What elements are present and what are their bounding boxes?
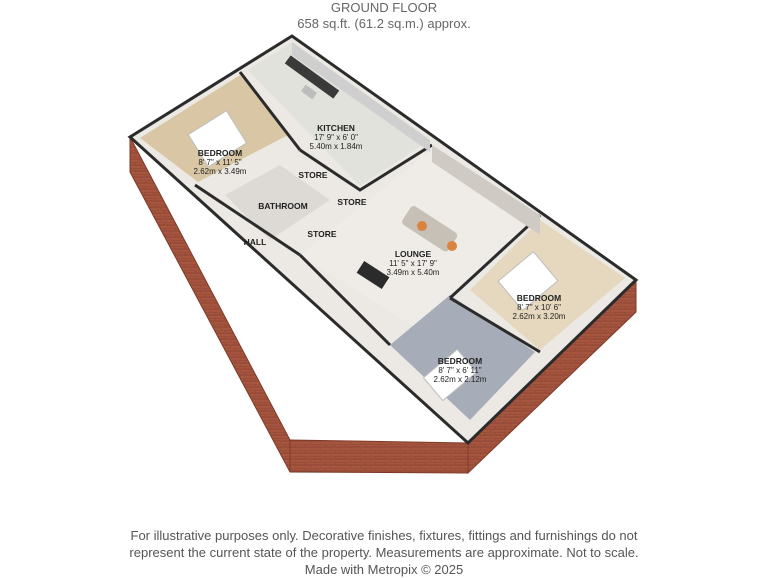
bedroom-bottom-dim-imperial: 8' 7" x 6' 11": [438, 366, 482, 375]
floor-title: GROUND FLOOR: [330, 0, 438, 15]
exterior-wall-bottom: [290, 440, 468, 473]
kitchen-dim-imperial: 17' 9" x 6' 0": [314, 133, 358, 142]
bedroom-bottom-dim-metric: 2.62m x 2.12m: [433, 375, 487, 384]
cushion-icon-2: [447, 241, 457, 251]
floor-area: 658 sq.ft. (61.2 sq.m.) approx.: [297, 16, 471, 31]
store-2-name: STORE: [337, 197, 367, 207]
lounge-name: LOUNGE: [394, 249, 432, 259]
bedroom-right-name: BEDROOM: [516, 293, 562, 303]
hall-name: HALL: [243, 237, 267, 247]
credit-line: Made with Metropix © 2025: [304, 562, 464, 577]
disclaimer-line-1: For illustrative purposes only. Decorative finishes, fixtures, fittings and furnishings do not: [130, 528, 638, 543]
lounge-dim-imperial: 11' 5" x 17' 9": [389, 259, 437, 268]
store-1-name: STORE: [298, 170, 328, 180]
kitchen-name: KITCHEN: [317, 123, 355, 133]
kitchen-dim-metric: 5.40m x 1.84m: [309, 142, 363, 151]
disclaimer-line-2: represent the current state of the property. Measurements are approximate. Not to scale.: [129, 545, 639, 560]
bathroom-name: BATHROOM: [258, 201, 308, 211]
bedroom-bottom-name: BEDROOM: [437, 356, 483, 366]
bedroom-top-dim-imperial: 8' 7" x 11' 5": [198, 158, 242, 167]
bedroom-right-dim-metric: 2.62m x 3.20m: [512, 312, 566, 321]
disclaimer: [0, 527, 768, 578]
store-3-name: STORE: [307, 229, 337, 239]
bedroom-top-dim-metric: 2.62m x 3.49m: [193, 167, 247, 176]
lounge-dim-metric: 3.49m x 5.40m: [386, 268, 440, 277]
cushion-icon: [417, 221, 427, 231]
bedroom-top-name: BEDROOM: [197, 148, 243, 158]
bedroom-right-dim-imperial: 8' 7" x 10' 6": [517, 303, 561, 312]
